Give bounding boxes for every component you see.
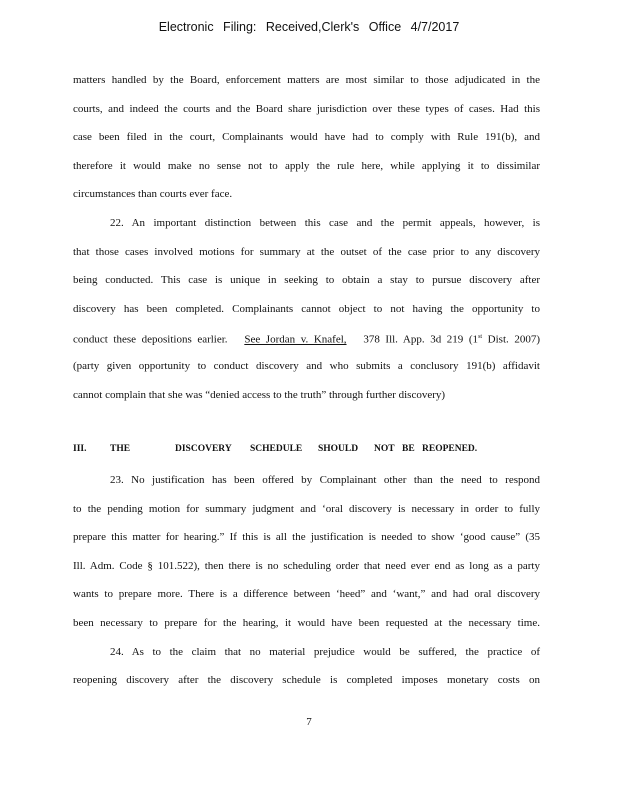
text-line: prepare this matter for hearing.” If this is all the justification is needed to show ‘good cause” (35 — [73, 531, 540, 544]
text-line: therefore it would make no sense not to apply the rule here, while applying it to dissimilar — [73, 159, 540, 172]
heading-word: BE — [402, 444, 415, 454]
text-fragment: 378 Ill. App. 3d 219 (1 — [363, 334, 479, 346]
heading-word: NOT — [374, 444, 395, 454]
heading-number: III. — [73, 444, 87, 454]
text-line: discovery has been completed. Complainants cannot object to not having the opportunity to — [73, 302, 540, 315]
text-line: being conducted. This case is unique in seeking to obtain a stay to pursue discovery after — [73, 274, 540, 287]
heading-word: DISCOVERY — [175, 444, 232, 454]
heading-word: SHOULD — [318, 444, 359, 454]
text-line: case been filed in the court, Complainants would have had to comply with Rule 191(b), and — [73, 131, 540, 144]
citation-line — [73, 328, 540, 357]
text-line: matters handled by the Board, enforcement matters are most similar to those adjudicated in the — [73, 74, 540, 86]
text-line: courts, and indeed the courts and the Board share jurisdiction over these types of cases. Had this — [73, 102, 540, 115]
heading-word: REOPENED. — [422, 444, 478, 454]
text-line: to the pending motion for summary judgment and ‘oral discovery is necessary in order to fully — [73, 502, 540, 515]
paragraph-22-first-line: 22. An important distinction between this case and the permit appeals, however, is — [110, 216, 540, 229]
text-line: circumstances than courts ever face. — [73, 188, 233, 201]
text-fragment: Dist. 2007) — [487, 334, 541, 346]
section-heading — [73, 444, 477, 454]
text-fragment: conduct these depositions earlier. — [73, 334, 228, 346]
heading-word: THE — [110, 444, 131, 454]
paragraph-24-first-line: 24. As to the claim that no material prejudice would be suffered, the practice of — [110, 645, 540, 658]
text-line: Ill. Adm. Code § 101.522), then there is no scheduling order that need ever end as long as a party — [73, 559, 540, 572]
text-line: been necessary to prepare for the hearing, it would have been requested at the necessary time. — [73, 616, 540, 629]
text-line: wants to prepare more. There is a difference between ‘heed” and ‘want,” and had oral discovery — [73, 588, 540, 601]
paragraph-23-first-line: 23. No justification has been offered by Complainant other than the need to respond — [110, 474, 540, 486]
heading-word: SCHEDULE — [250, 444, 303, 454]
document-body-top — [73, 71, 540, 414]
text-line: cannot complain that she was “denied access to the truth” through further discovery) — [73, 388, 446, 401]
page-number: 7 — [306, 716, 312, 728]
document-body-bottom — [73, 471, 540, 700]
text-line: reopening discovery after the discovery schedule is completed imposes monetary costs on — [73, 674, 540, 687]
text-line: (party given opportunity to conduct discovery and who submits a conclusory 191(b) affidavit — [73, 359, 540, 372]
efiling-header: Electronic Filing: Received,Clerk's Office 4/7/2017 — [158, 20, 460, 34]
case-citation: See Jordan v. Knafel, — [244, 334, 347, 346]
text-line: that those cases involved motions for summary at the outset of the case prior to any discovery — [73, 245, 540, 258]
superscript: st — [478, 334, 483, 341]
